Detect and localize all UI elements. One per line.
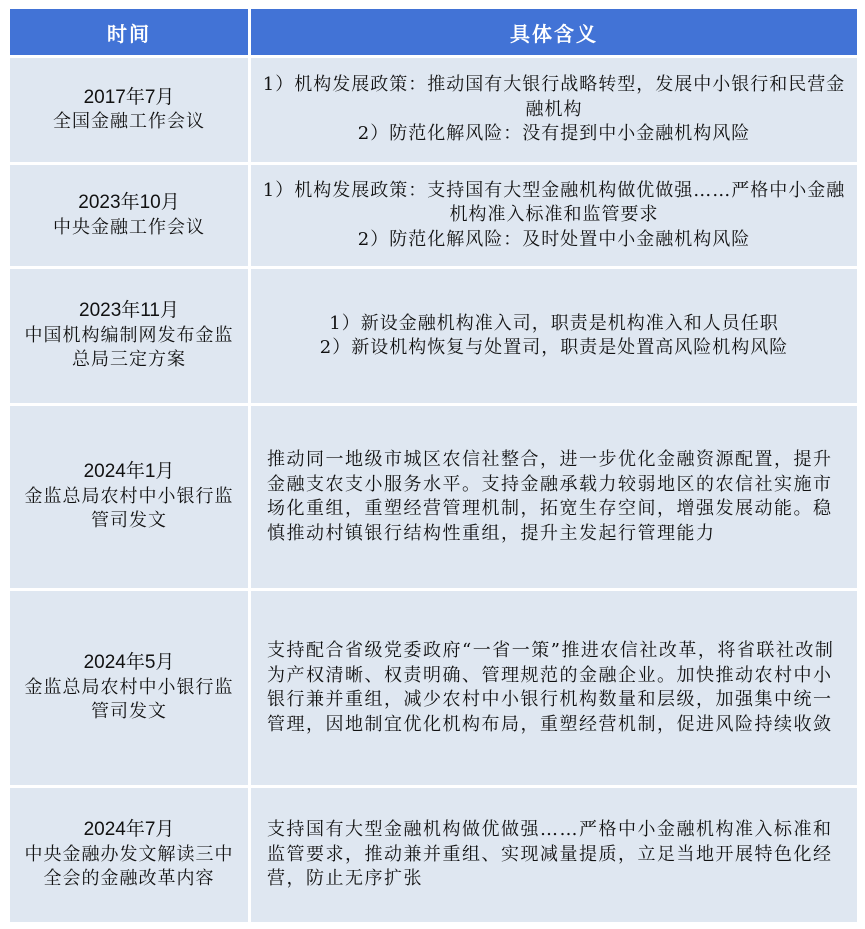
table-row [10, 58, 857, 162]
table-row [10, 788, 857, 922]
meaning-line: 2）防范化解风险：及时处置中小金融机构风险 [357, 228, 751, 250]
row-event: 中央金融工作会议 [53, 216, 205, 238]
time-cell [10, 269, 248, 403]
time-cell [10, 406, 248, 588]
meaning-paragraph: 推动同一地级市城区农信社整合，进一步优化金融资源配置，提升金融支农支小服务水平。支持金融承载力较弱地区的农信社实施市场化重组，重塑经营管理机制，拓宽生存空间，增强发展动能。稳慎推动村镇银行结构性重组，提升主发起行管理能力 [267, 449, 833, 544]
meaning-cell [251, 788, 857, 922]
meaning-line: 2）防范化解风险：没有提到中小金融机构风险 [357, 123, 751, 145]
row-date: 2017年7月 [83, 86, 175, 108]
meaning-cell [251, 58, 857, 162]
time-cell [10, 58, 248, 162]
policy-timeline-table [7, 6, 860, 925]
meaning-line: 2）新设机构恢复与处置司，职责是处置高风险机构风险 [319, 337, 789, 358]
row-date: 2024年5月 [83, 652, 175, 674]
meaning-paragraph: 支持配合省级党委政府“一省一策”推进农信社改革，将省联社改制为产权清晰、权责明确、管理规范的金融企业。加快推动农村中小银行兼并重组，减少农村中小银行机构数量和层级，加强集中统一管理，因地制宜优化机构布局，重塑经营机制，促进风险持续收敛 [267, 640, 835, 735]
row-date: 2024年1月 [83, 461, 175, 483]
header-meaning: 具体含义 [251, 9, 857, 55]
row-date: 2023年11月 [79, 300, 179, 322]
meaning-cell [251, 269, 857, 403]
meaning-cell [251, 165, 857, 266]
row-event: 金监总局农村中小银行监管司发文 [24, 485, 234, 532]
row-event: 中央金融办发文解读三中全会的金融改革内容 [24, 843, 234, 890]
row-event: 金监总局农村中小银行监管司发文 [24, 676, 234, 723]
meaning-line: 1）机构发展政策：推动国有大银行战略转型，发展中小银行和民营金融机构 [262, 74, 846, 120]
table-header-row [10, 9, 857, 55]
meaning-cell [251, 591, 857, 785]
time-cell [10, 591, 248, 785]
time-cell [10, 788, 248, 922]
header-time: 时间 [10, 9, 248, 55]
meaning-cell [251, 406, 857, 588]
row-event: 全国金融工作会议 [53, 111, 205, 132]
policy-table-container [7, 6, 857, 925]
row-date: 2023年10月 [78, 192, 180, 213]
meaning-line: 1）机构发展政策：支持国有大型金融机构做优做强……严格中小金融机构准入标准和监管要求 [262, 179, 846, 226]
time-cell [10, 165, 248, 266]
meaning-paragraph: 支持国有大型金融机构做优做强……严格中小金融机构准入标准和监管要求，推动兼并重组、实现减量提质，立足当地开展特色化经营，防止无序扩张 [267, 819, 833, 890]
table-row [10, 165, 857, 266]
table-row [10, 406, 857, 588]
table-row [10, 269, 857, 403]
meaning-line: 1）新设金融机构准入司，职责是机构准入和人员任职 [329, 312, 779, 334]
row-event: 中国机构编制网发布金监总局三定方案 [24, 324, 234, 371]
table-row [10, 591, 857, 785]
row-date: 2024年7月 [83, 819, 175, 841]
